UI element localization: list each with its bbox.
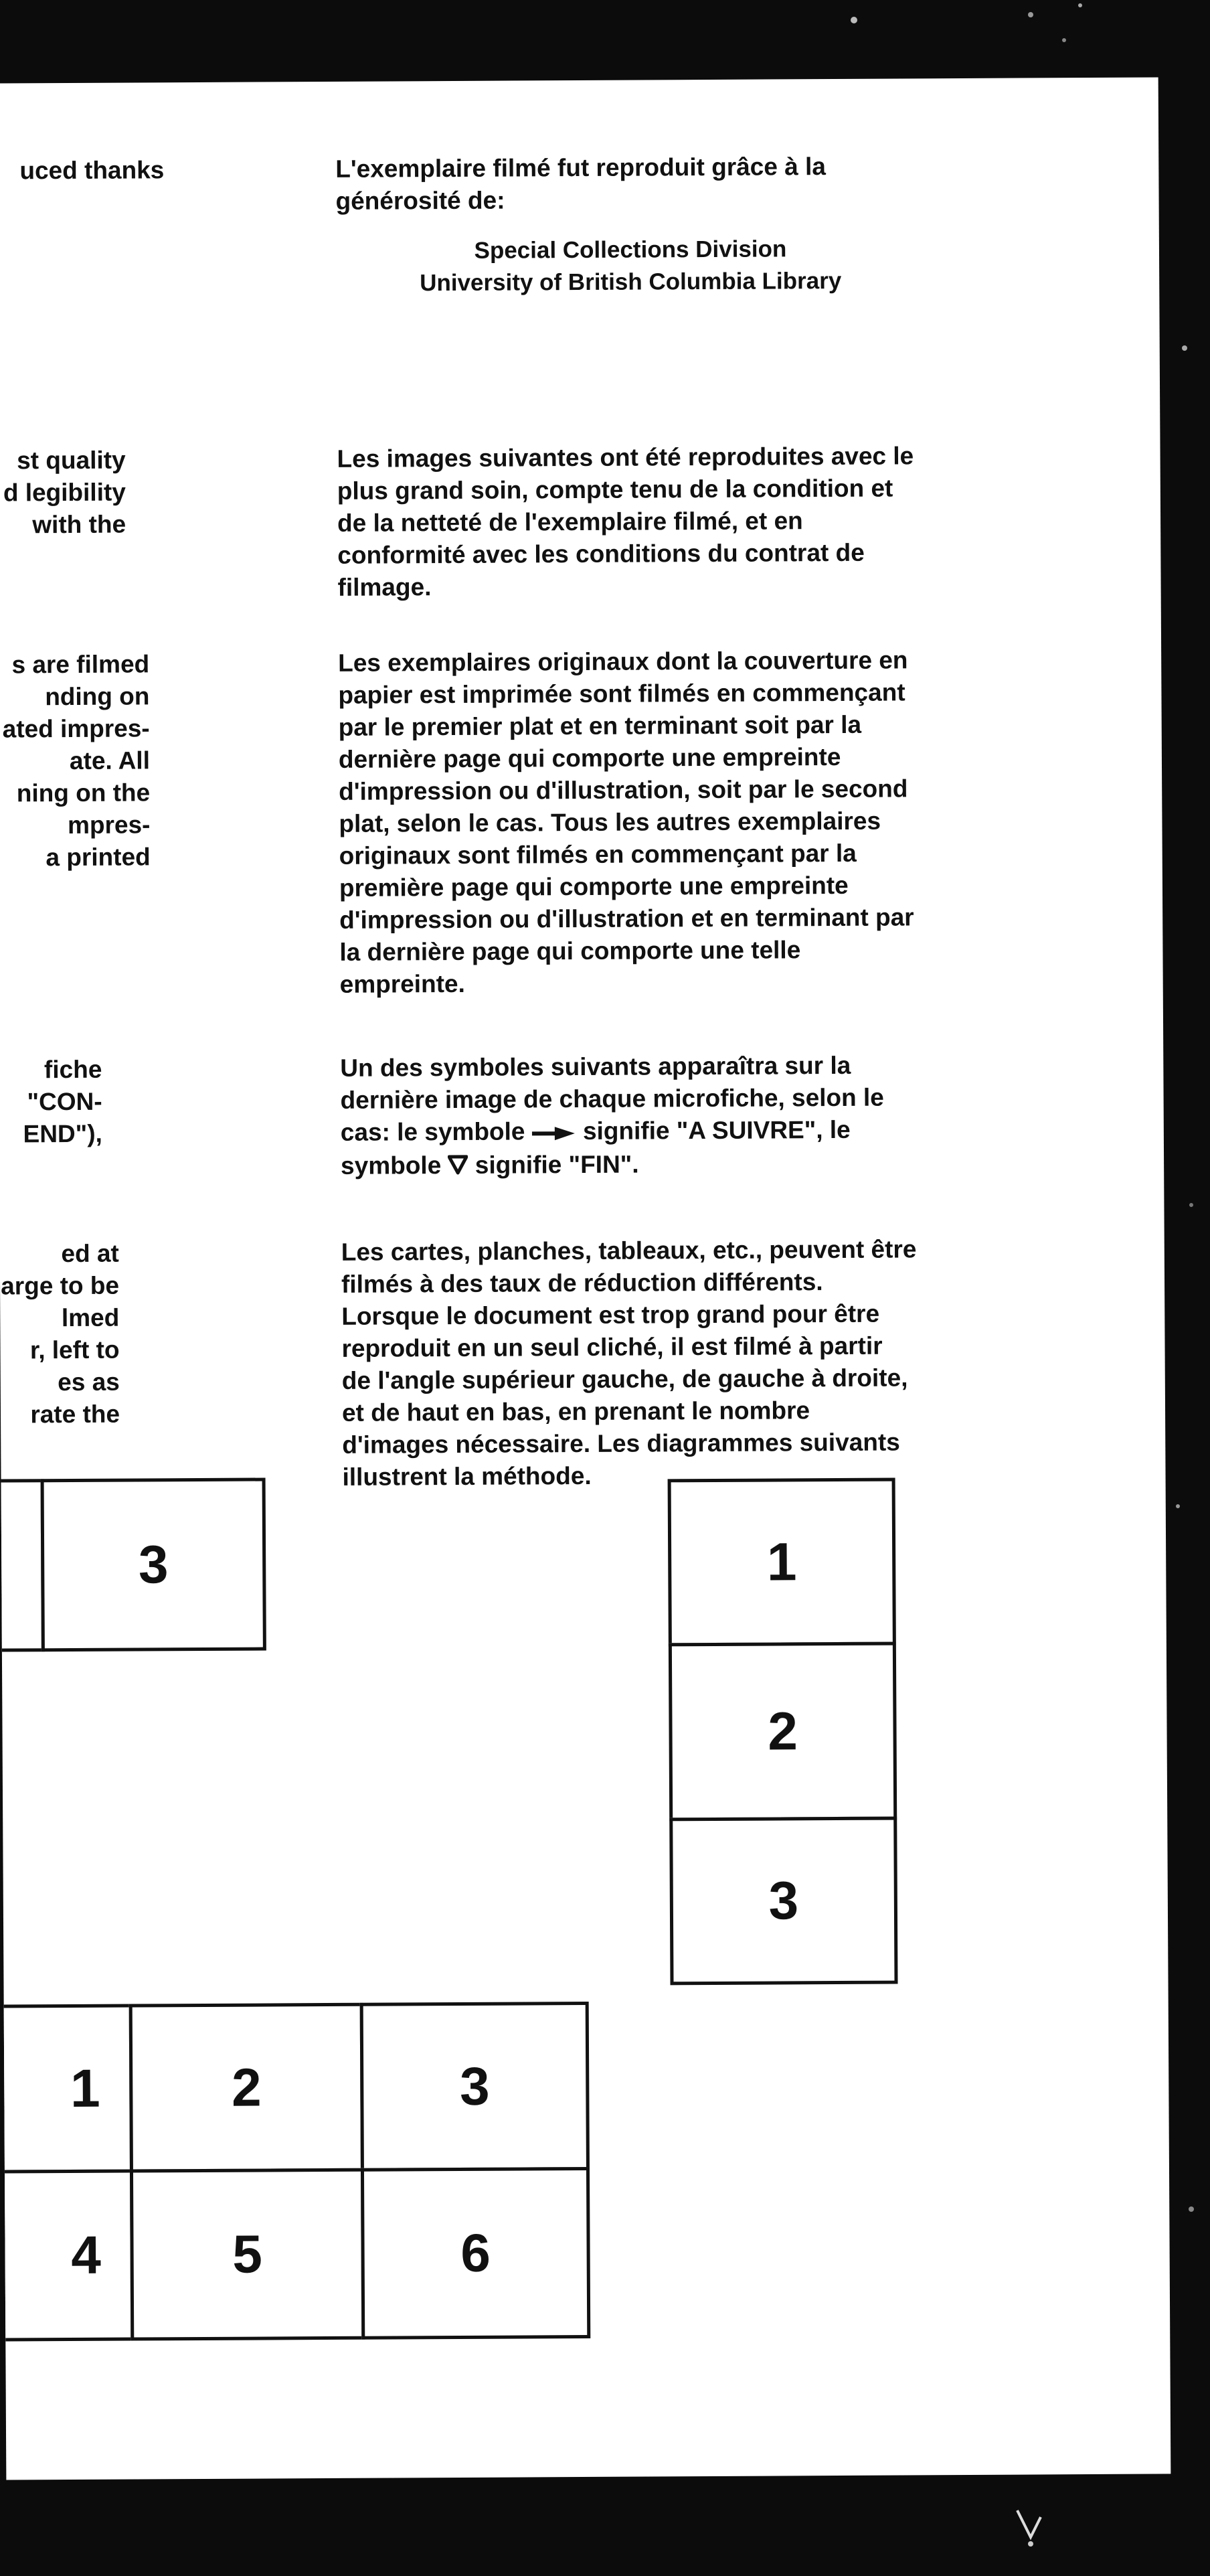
text-line: Lorsque le document est trop grand pour être [341,1299,880,1330]
text-line: originaux sont filmés en commençant par la [339,839,857,870]
triangle-down-icon [448,1151,468,1183]
diagram-grid-frame [361,2167,590,2340]
frame-number: 3 [459,2056,490,2116]
text-line: ning on the [16,779,151,807]
text-line: la dernière page qui comporte une telle [339,936,801,966]
diagram-grid-frame [360,2002,590,2172]
text-line: plat, selon le cas. Tous les autres exemplaires [339,807,881,837]
frame-number: 5 [232,2224,263,2284]
text-line: d legibility [3,478,126,507]
text-line: mpres- [67,811,151,839]
text-line: st quality [17,446,126,475]
text-fragment: symbole [341,1151,448,1180]
text-line: END"), [23,1119,102,1148]
text-line: d'images nécessaire. Les diagrammes suivants [342,1428,900,1459]
text-fragment: cas: le symbole [340,1117,532,1146]
acknowledgement-intro [335,149,1098,218]
diagram-row-frame-partial [0,1479,45,1652]
text-line: illustrent la méthode. [342,1461,592,1491]
text-line: d'impression ou d'illustration et en terminant par [339,903,914,934]
paragraph-image-quality [337,439,1107,604]
diagram-stack-frame [669,1642,897,1822]
text-line: a printed [46,843,151,872]
diagram-stack-frame [668,1478,896,1647]
text-line: première page qui comporte une empreinte [339,871,849,902]
arrow-right-icon [532,1117,576,1149]
text-line: rate the [30,1400,120,1429]
text-line: Les images suivantes ont été reproduites avec le [337,442,914,473]
text-line: es as [58,1368,120,1396]
paragraph-symbols [340,1048,1110,1184]
text-line: "CON- [27,1087,102,1116]
frame-number: 1 [766,1532,797,1592]
text-fragment: signifie "A SUIVRE", le [576,1115,851,1145]
text-line: L'exemplaire filmé fut reproduit grâce à la [335,153,826,183]
left-column-block-5 [0,1238,120,1431]
filmed-page [0,77,1171,2480]
text-fragment: signifie "FIN". [468,1150,639,1180]
diagram-grid-frame [0,2170,134,2342]
text-line: filmés à des taux de réduction différents. [341,1268,823,1298]
left-column-block-2 [0,445,126,542]
frame-number: 1 [70,2058,100,2119]
text-line: d'impression ou d'illustration, soit par le second [339,775,908,805]
text-line: ed at [61,1239,119,1268]
text-line: ated impres- [2,714,150,743]
text-line: Les exemplaires originaux dont la couverture en [338,646,908,677]
text-line: conformité avec les conditions du contrat de [337,538,865,569]
text-line: dernière image de chaque microfiche, selon le [340,1083,884,1114]
text-line: Special Collections Division [474,236,787,264]
paragraph-filming-order [338,643,1110,1001]
frame-number: 2 [231,2057,262,2117]
text-line: s are filmed [11,650,150,679]
text-line: papier est imprimée sont filmés en commençant [338,678,905,709]
text-line: reproduit en un seul cliché, il est filmé à partir [341,1332,883,1362]
diagram-row-frame [41,1477,266,1652]
text-line: uced thanks [19,156,165,185]
frame-number: 2 [768,1701,798,1761]
text-line: dernière page qui comporte une empreinte [338,742,841,773]
text-line: par le premier plat et en terminant soit par la [338,710,862,741]
text-line: filmage. [337,573,432,601]
text-line: Les cartes, planches, tableaux, etc., peuvent être [341,1235,917,1266]
frame-number: 6 [460,2223,491,2283]
left-column-block-3 [0,648,151,874]
text-line [341,1113,1110,1150]
frame-number: 3 [138,1534,169,1595]
text-line: lmed [61,1303,120,1332]
institution-name [336,232,925,300]
text-line: University of British Columbia Library [420,267,842,297]
frame-number: 3 [768,1870,799,1931]
frame-number: 4 [71,2225,102,2285]
text-line: nding on [45,682,150,711]
text-line: with the [32,510,126,539]
text-line: et de haut en bas, en prenant le nombre [341,1396,810,1427]
text-line: ate. All [69,746,151,775]
text-line: Un des symboles suivants apparaîtra sur la [340,1051,851,1082]
diagram-grid-frame [129,2003,364,2173]
diagram-stack-frame [669,1817,897,1986]
text-line: arge to be [1,1271,120,1300]
text-line: de la netteté de l'exemplaire filmé, et en [337,507,803,537]
text-line: empreinte. [339,969,465,998]
left-column-block-1 [0,154,164,187]
left-column-block-4 [0,1054,102,1151]
text-line: de l'angle supérieur gauche, de gauche à droite, [341,1364,908,1394]
text-line: r, left to [29,1336,120,1364]
diagram-grid-frame [0,2004,133,2174]
text-line [341,1146,1110,1184]
paragraph-maps-and-charts [341,1232,1112,1494]
diagram-grid-frame [130,2168,365,2341]
text-line: plus grand soin, compte tenu de la condition et [337,474,893,505]
text-line: fiche [44,1055,102,1084]
text-line: générosité de: [335,186,505,215]
